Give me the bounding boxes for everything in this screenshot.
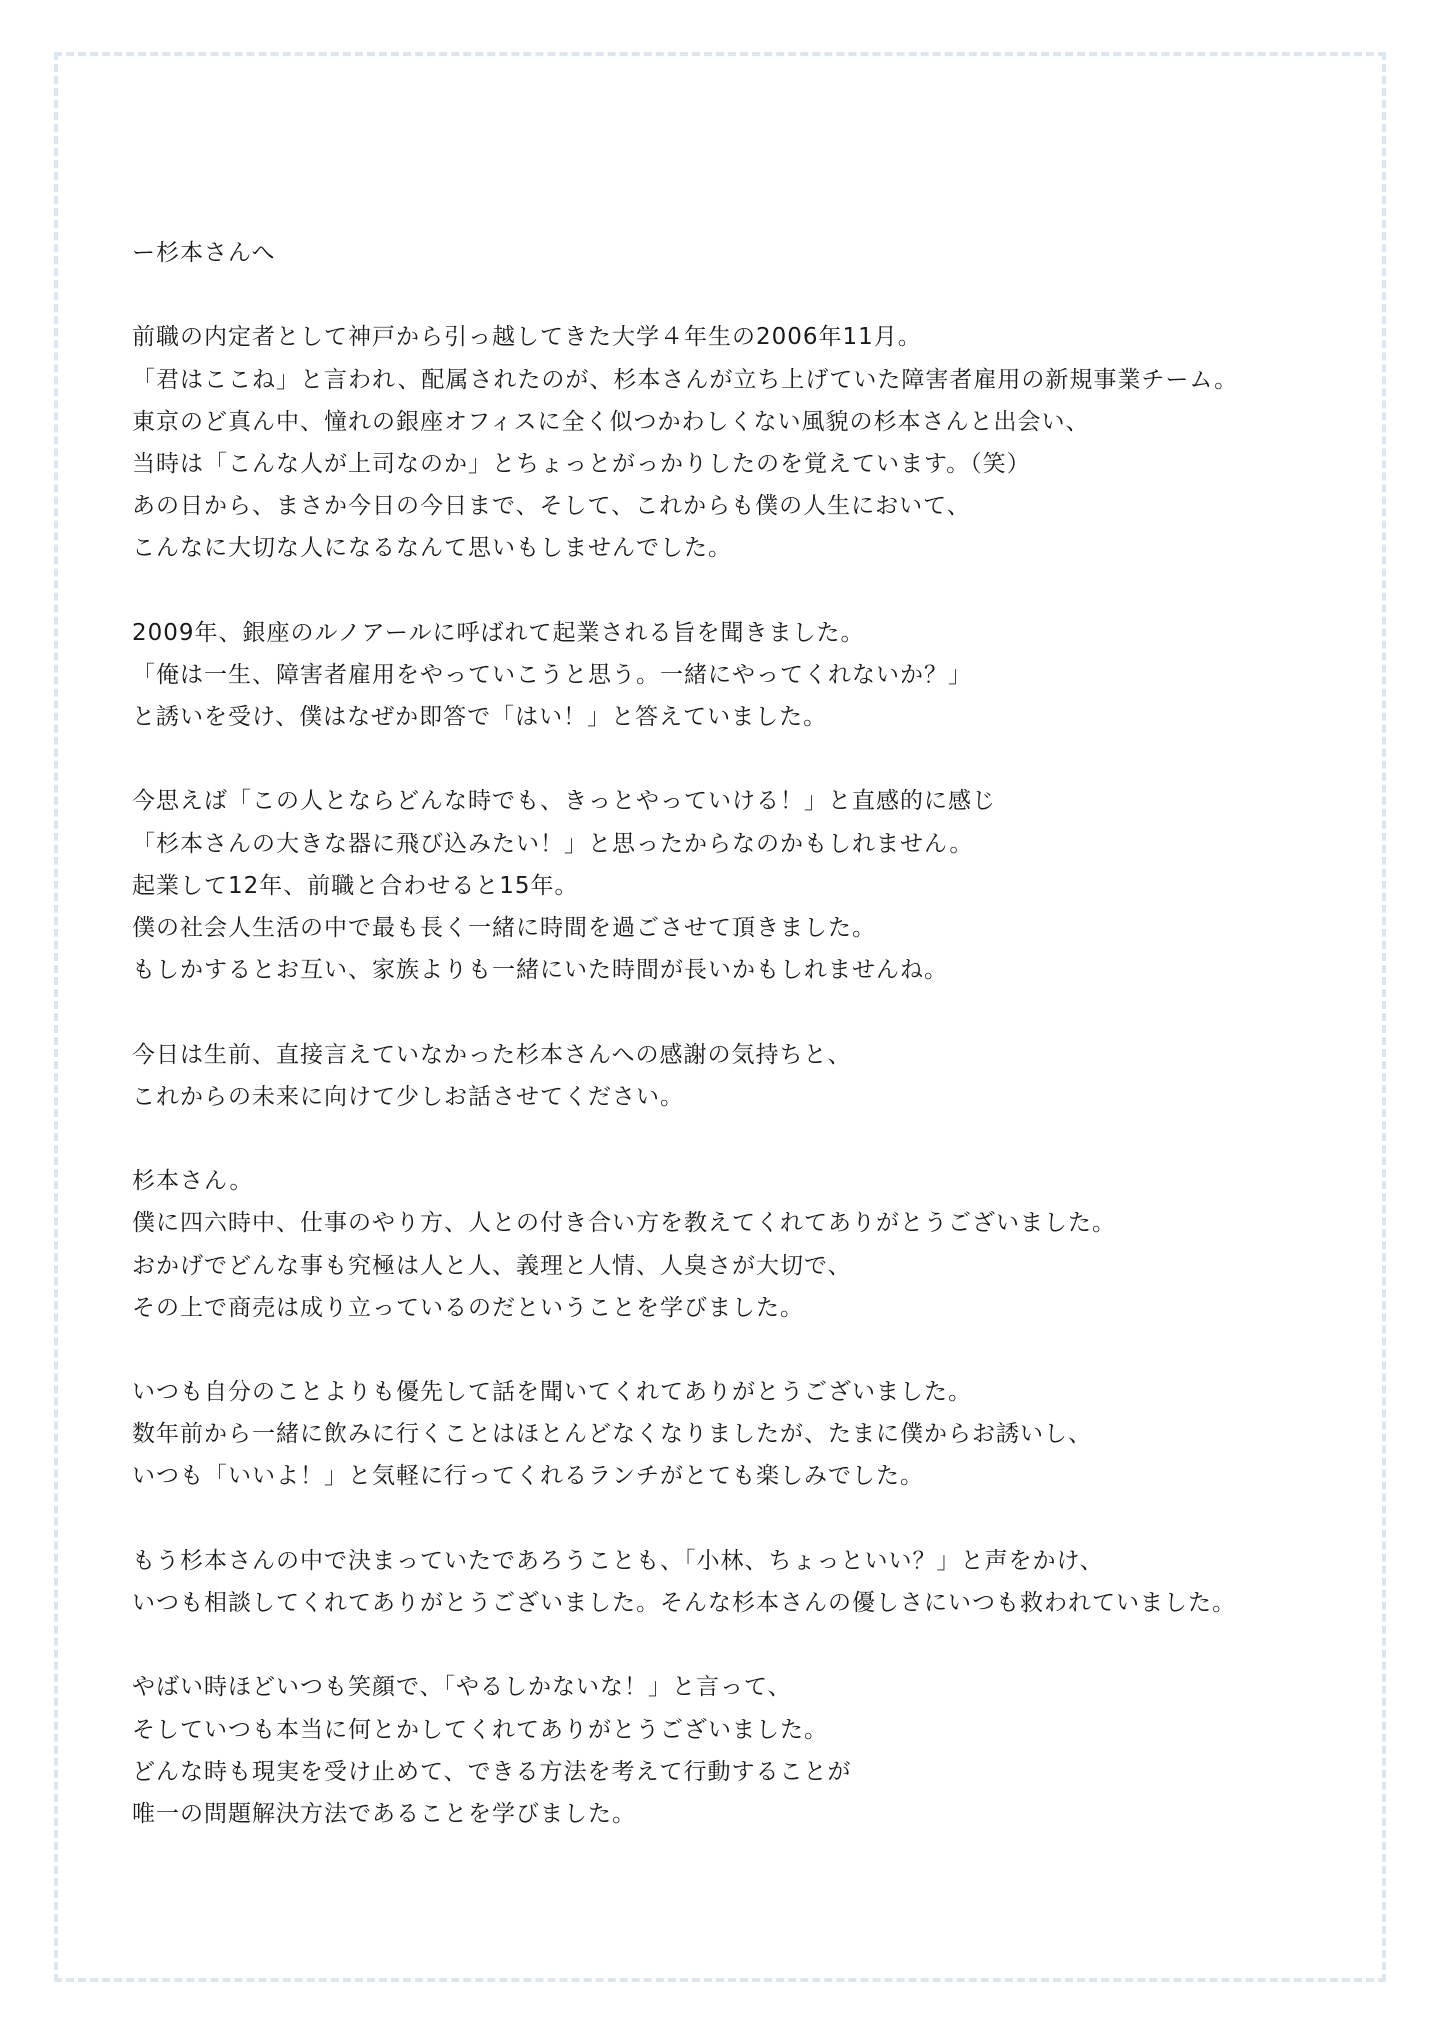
text-line: 当時は「こんな人が上司なのか」とちょっとがっかりしたのを覚えています。（笑）: [132, 450, 1031, 477]
text-line: 起業して12年、前職と合わせると15年。: [132, 872, 579, 899]
text-line: おかげでどんな事も究極は人と人、義理と人情、人臭さが大切で、: [132, 1252, 852, 1279]
text-line: あの日から、まさか今日の今日まで、そして、これからも僕の人生において、: [132, 493, 971, 520]
text-line: 今思えば「この人とならどんな時でも、きっとやっていける！」と直感的に感じ: [132, 788, 996, 815]
text-line: もう杉本さんの中で決まっていたであろうことも、「小林、ちょっといい？」と声をかけ、: [132, 1547, 1104, 1574]
paragraph-1: [132, 316, 1352, 569]
salutation: ー杉本さんへ: [132, 240, 276, 266]
text-line: いつも相談してくれてありがとうございました。そんな杉本さんの優しさにいつも救われていました。: [132, 1590, 1236, 1616]
paragraph-gap: [132, 274, 1352, 316]
text-line: 「杉本さんの大きな器に飛び込みたい！」と思ったからなのかもしれません。: [132, 830, 974, 857]
text-line: 僕の社会人生活の中で最も長く一緒に時間を過ごさせて頂きました。: [132, 915, 876, 941]
paragraph-4: [132, 1034, 1352, 1118]
text-line: そしていつも本当に何とかしてくれてありがとうございました。: [132, 1716, 828, 1743]
paragraph-gap: [132, 1329, 1352, 1371]
paragraph-gap: [132, 1118, 1352, 1160]
text-line: どんな時も現実を受け止めて、できる方法を考えて行動することが: [132, 1758, 852, 1785]
text-line: 「俺は一生、障害者雇用をやっていこうと思う。一緒にやってくれないか？」: [132, 661, 972, 688]
text-line: と誘いを受け、僕はなぜか即答で「はい！」と答えていました。: [132, 704, 828, 731]
text-line: もしかするとお互い、家族よりも一緒にいた時間が長いかもしれませんね。: [132, 957, 948, 984]
paragraph-gap: [132, 991, 1352, 1033]
text-line: 唯一の問題解決方法であることを学びました。: [132, 1800, 636, 1827]
text-line: これからの未来に向けて少しお話させてください。: [132, 1083, 684, 1110]
text-line: 数年前から一緒に飲みに行くことはほとんどなくなりましたが、たまに僕からお誘いし、: [132, 1421, 1092, 1448]
paragraph-gap: [132, 738, 1352, 780]
paragraph-3: [132, 780, 1352, 991]
text-line: 2009年、銀座のルノアールに呼ばれて起業される旨を聞きました。: [132, 619, 865, 646]
text-line: いつも自分のことよりも優先して話を聞いてくれてありがとうございました。: [132, 1379, 972, 1406]
text-line: 僕に四六時中、仕事のやり方、人との付き合い方を教えてくれてありがとうございました。: [132, 1210, 1116, 1237]
paragraph-gap: [132, 1498, 1352, 1540]
paragraph-gap: [132, 570, 1352, 612]
text-line: いつも「いいよ！」と気軽に行ってくれるランチがとても楽しみでした。: [132, 1463, 924, 1490]
paragraph-gap: [132, 1624, 1352, 1666]
paragraph-6: [132, 1371, 1352, 1498]
text-line: 「君はここね」と言われ、配属されたのが、杉本さんが立ち上げていた障害者雇用の新規事業チーム。: [132, 366, 1239, 393]
letter-body: [132, 232, 1352, 1835]
paragraph-8: [132, 1666, 1352, 1835]
paragraph-7: [132, 1540, 1352, 1624]
paragraph-5: [132, 1160, 1352, 1329]
paragraph-2: [132, 612, 1352, 739]
text-line: やばい時ほどいつも笑顔で、「やるしかないな！」と言って、: [132, 1674, 792, 1701]
text-line: 杉本さん。: [132, 1168, 254, 1195]
text-line: こんなに大切な人になるなんて思いもしませんでした。: [132, 535, 732, 562]
text-line: 今日は生前、直接言えていなかった杉本さんへの感謝の気持ちと、: [132, 1041, 852, 1068]
text-line: 東京のど真ん中、憧れの銀座オフィスに全く似つかわしくない風貌の杉本さんと出会い、: [132, 408, 1090, 435]
text-line: その上で商売は成り立っているのだということを学びました。: [132, 1294, 804, 1321]
text-line: 前職の内定者として神戸から引っ越してきた大学４年生の2006年11月。: [132, 324, 922, 351]
